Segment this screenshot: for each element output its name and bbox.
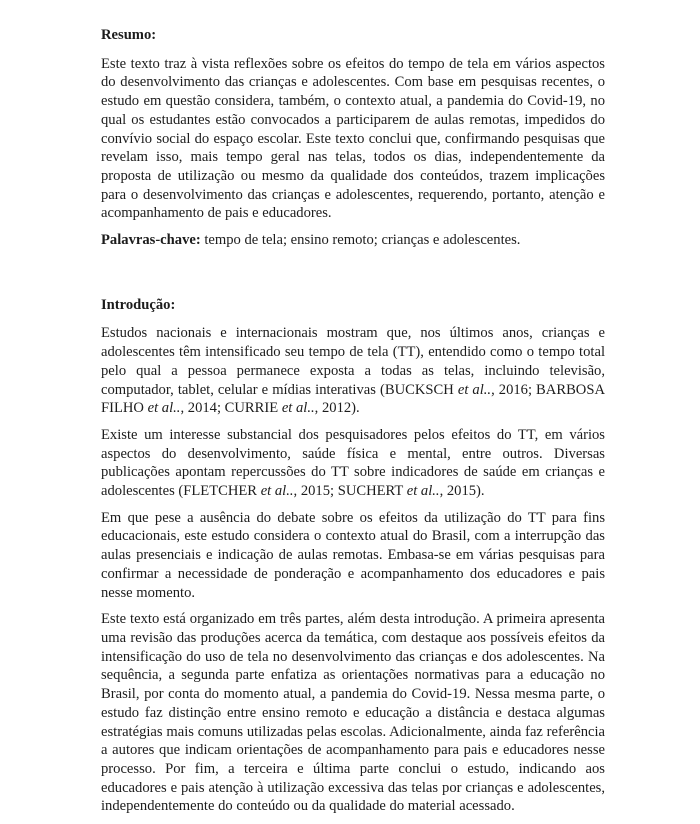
document-page (101, 26, 605, 824)
intro-paragraph-1 (101, 324, 605, 418)
text-run: Estudos nacionais e internacionais mostram que, nos últimos anos, crianças e adolescentes têm intensificado seu tempo de tela (TT), entendido como o tempo total pelo qual a pessoa permanece exposta a todas as telas, incluindo televisão, computador, tablet, celular e mídias interativas (BUCKSCH (101, 325, 605, 398)
text-run: , 2016; BARBOSA FILHO (101, 381, 605, 417)
abstract-heading: Resumo: (101, 27, 157, 43)
keywords-label: Palavras-chave: (101, 232, 201, 249)
text-run: , 2015; SUCHERT (293, 483, 407, 500)
text-run: , 2015). (439, 483, 485, 500)
introduction-heading: Introdução: (101, 296, 176, 313)
citation-etal: et al.. (457, 381, 492, 398)
text-run: , 2012). (314, 400, 360, 417)
text-run: Existe um interesse substancial dos pesquisadores pelos efeitos do TT, em vários aspectos do desenvolvimento, saúde física e mental, entre outros. Diversas publicações apontam repercussões do TT sobre indicadores de saúde em crianças e adolescentes (FLETCHER (101, 426, 605, 500)
intro-paragraph-3: Em que pese a ausência do debate sobre os efeitos da utilização do TT para fins educacionais, este estudo considera o contexto atual do Brasil, com a interrupção das aulas presenciais e indicação de aulas remotas. Embasa-se em várias pesquisas para confirmar a necessidade de ponderação e acompanhamento dos educadores e pais nesse momento. (101, 509, 605, 601)
section-spacer (101, 258, 605, 296)
abstract-body: Este texto traz à vista reflexões sobre os efeitos do tempo de tela em vários aspectos do desenvolvimento das crianças e adolescentes. Com base em pesquisas recentes, o estudo em questão considera, também, o contexto atual, a pandemia do Covid-19, no qual os estudantes estão convocados a participarem de aulas remotas, impedidos do convívio social do espaço escolar. Este texto conclui que, confirmando pesquisas que revelam isso, mais tempo geral nas telas, todos os dias, independentemente da proposta de utilização ou mesmo da qualidade dos conteúdos, trazem implicações para o desenvolvimento das crianças e adolescentes, requerendo, portanto, atenção e acompanhamento de pais e educadores. (101, 55, 605, 222)
keywords-text: tempo de tela; ensino remoto; crianças e adolescentes. (200, 232, 521, 249)
text-run: , 2014; CURRIE (180, 400, 282, 417)
citation-etal: et al.. (260, 483, 294, 500)
citation-etal: et al.. (281, 400, 315, 417)
citation-etal: et al.. (406, 483, 440, 500)
intro-paragraph-2 (101, 426, 605, 501)
citation-etal: et al.. (147, 400, 181, 417)
intro-paragraph-4: Este texto está organizado em três partes, além desta introdução. A primeira apresenta uma revisão das produções acerca da temática, com destaque aos possíveis efeitos da intensificação do uso de tela no desenvolvimento das crianças e dos adolescentes. Na sequência, a segunda parte enfatiza as orientações normativas para a educação no Brasil, por conta do momento atual, a pandemia do Covid-19. Nessa mesma parte, o estudo faz distinção entre ensino remoto e educação a distância e destaca algumas estratégias mais comuns utilizadas pelas escolas. Adicionalmente, ainda faz referência a autores que indicam orientações de acompanhamento para pais e educadores nesse processo. Por fim, a terceira e última parte conclui o estudo, indicando aos educadores e pais atenção à utilização excessiva das telas por crianças e adolescentes, independentemente do conteúdo ou da qualidade do material acessado. (101, 611, 605, 815)
keywords-line (101, 231, 605, 250)
